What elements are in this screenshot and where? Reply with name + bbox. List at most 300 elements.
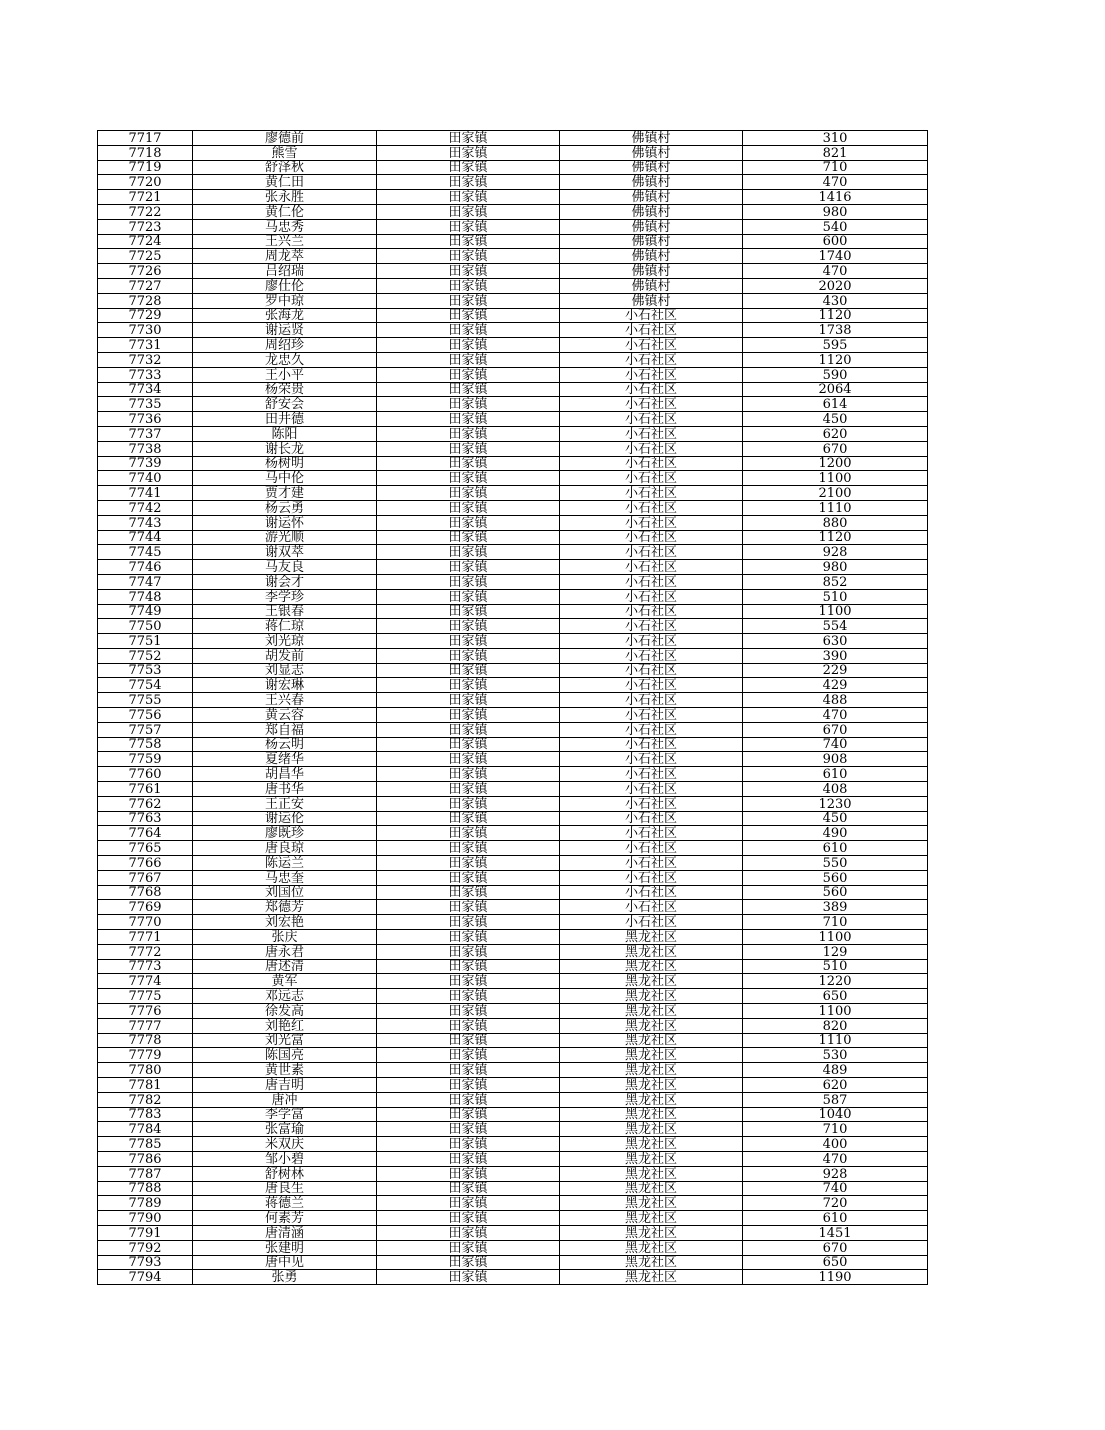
cell-serial-number: 7793: [98, 1255, 193, 1270]
cell-name: 郑自福: [193, 722, 377, 737]
cell-town: 田家镇: [377, 1122, 560, 1137]
table-row: [98, 1004, 928, 1019]
cell-name: 谢运贤: [193, 323, 377, 338]
cell-town: 田家镇: [377, 693, 560, 708]
cell-town: 田家镇: [377, 545, 560, 560]
cell-serial-number: 7783: [98, 1107, 193, 1122]
cell-name: 吕绍瑞: [193, 264, 377, 279]
cell-amount: 470: [743, 175, 928, 190]
cell-name: 张永胜: [193, 190, 377, 205]
table-row: [98, 959, 928, 974]
cell-name: 杨云明: [193, 737, 377, 752]
cell-amount: 530: [743, 1048, 928, 1063]
cell-serial-number: 7773: [98, 959, 193, 974]
cell-town: 田家镇: [377, 560, 560, 575]
data-table: [97, 130, 928, 1285]
cell-name: 黄云容: [193, 708, 377, 723]
cell-name: 马中伦: [193, 471, 377, 486]
cell-amount: 1230: [743, 796, 928, 811]
cell-serial-number: 7756: [98, 708, 193, 723]
cell-town: 田家镇: [377, 915, 560, 930]
cell-amount: 1740: [743, 249, 928, 264]
cell-amount: 2100: [743, 486, 928, 501]
cell-village: 小石社区: [560, 737, 743, 752]
cell-serial-number: 7729: [98, 308, 193, 323]
cell-amount: 1120: [743, 308, 928, 323]
cell-town: 田家镇: [377, 1225, 560, 1240]
cell-town: 田家镇: [377, 974, 560, 989]
cell-serial-number: 7735: [98, 397, 193, 412]
cell-amount: 590: [743, 367, 928, 382]
cell-amount: 470: [743, 708, 928, 723]
cell-amount: 408: [743, 782, 928, 797]
cell-amount: 400: [743, 1137, 928, 1152]
cell-amount: 1738: [743, 323, 928, 338]
cell-serial-number: 7760: [98, 767, 193, 782]
cell-name: 马忠奎: [193, 870, 377, 885]
cell-name: 胡发前: [193, 648, 377, 663]
cell-village: 佛镇村: [560, 145, 743, 160]
cell-amount: 610: [743, 1211, 928, 1226]
cell-serial-number: 7771: [98, 930, 193, 945]
cell-village: 黑龙社区: [560, 1196, 743, 1211]
cell-town: 田家镇: [377, 1211, 560, 1226]
cell-name: 刘光富: [193, 1033, 377, 1048]
table-row: [98, 841, 928, 856]
cell-name: 马友良: [193, 560, 377, 575]
cell-amount: 600: [743, 234, 928, 249]
cell-name: 唐永君: [193, 944, 377, 959]
cell-amount: 587: [743, 1092, 928, 1107]
cell-town: 田家镇: [377, 1018, 560, 1033]
cell-town: 田家镇: [377, 589, 560, 604]
cell-name: 何素芳: [193, 1211, 377, 1226]
table-row: [98, 1122, 928, 1137]
cell-serial-number: 7754: [98, 678, 193, 693]
cell-amount: 670: [743, 441, 928, 456]
cell-amount: 489: [743, 1063, 928, 1078]
cell-serial-number: 7772: [98, 944, 193, 959]
cell-name: 黄世素: [193, 1063, 377, 1078]
cell-amount: 1100: [743, 930, 928, 945]
cell-amount: 1100: [743, 604, 928, 619]
cell-serial-number: 7726: [98, 264, 193, 279]
cell-village: 小石社区: [560, 589, 743, 604]
cell-amount: 429: [743, 678, 928, 693]
cell-serial-number: 7741: [98, 486, 193, 501]
cell-village: 小石社区: [560, 530, 743, 545]
cell-serial-number: 7725: [98, 249, 193, 264]
cell-village: 黑龙社区: [560, 1004, 743, 1019]
cell-amount: 852: [743, 574, 928, 589]
table-body: [98, 131, 928, 1285]
cell-village: 小石社区: [560, 604, 743, 619]
table-row: [98, 870, 928, 885]
cell-town: 田家镇: [377, 456, 560, 471]
cell-village: 黑龙社区: [560, 1107, 743, 1122]
cell-amount: 670: [743, 722, 928, 737]
cell-amount: 1451: [743, 1225, 928, 1240]
cell-town: 田家镇: [377, 1107, 560, 1122]
cell-town: 田家镇: [377, 989, 560, 1004]
cell-amount: 650: [743, 989, 928, 1004]
cell-town: 田家镇: [377, 249, 560, 264]
cell-name: 王兴春: [193, 693, 377, 708]
cell-amount: 389: [743, 900, 928, 915]
cell-town: 田家镇: [377, 293, 560, 308]
table-row: [98, 885, 928, 900]
cell-village: 黑龙社区: [560, 1078, 743, 1093]
cell-village: 佛镇村: [560, 249, 743, 264]
cell-town: 田家镇: [377, 145, 560, 160]
cell-amount: 620: [743, 426, 928, 441]
table-row: [98, 471, 928, 486]
table-row: [98, 634, 928, 649]
table-row: [98, 856, 928, 871]
cell-village: 小石社区: [560, 338, 743, 353]
cell-amount: 554: [743, 619, 928, 634]
cell-serial-number: 7721: [98, 190, 193, 205]
cell-serial-number: 7764: [98, 826, 193, 841]
cell-serial-number: 7719: [98, 160, 193, 175]
cell-name: 陈阳: [193, 426, 377, 441]
cell-serial-number: 7739: [98, 456, 193, 471]
table-row: [98, 678, 928, 693]
cell-serial-number: 7757: [98, 722, 193, 737]
cell-name: 唐良琼: [193, 841, 377, 856]
cell-village: 黑龙社区: [560, 1255, 743, 1270]
cell-serial-number: 7779: [98, 1048, 193, 1063]
table-row: [98, 1166, 928, 1181]
cell-name: 田井德: [193, 412, 377, 427]
cell-village: 小石社区: [560, 811, 743, 826]
cell-town: 田家镇: [377, 441, 560, 456]
table-row: [98, 397, 928, 412]
cell-town: 田家镇: [377, 752, 560, 767]
cell-town: 田家镇: [377, 959, 560, 974]
cell-village: 黑龙社区: [560, 1166, 743, 1181]
cell-name: 李学珍: [193, 589, 377, 604]
table-row: [98, 175, 928, 190]
cell-amount: 670: [743, 1240, 928, 1255]
cell-name: 谢双萃: [193, 545, 377, 560]
cell-town: 田家镇: [377, 500, 560, 515]
cell-serial-number: 7786: [98, 1151, 193, 1166]
cell-town: 田家镇: [377, 367, 560, 382]
cell-amount: 1200: [743, 456, 928, 471]
cell-town: 田家镇: [377, 930, 560, 945]
table-row: [98, 1137, 928, 1152]
table-row: [98, 204, 928, 219]
cell-serial-number: 7785: [98, 1137, 193, 1152]
cell-name: 唐书华: [193, 782, 377, 797]
table-row: [98, 722, 928, 737]
table-row: [98, 530, 928, 545]
cell-serial-number: 7792: [98, 1240, 193, 1255]
cell-serial-number: 7775: [98, 989, 193, 1004]
cell-village: 小石社区: [560, 471, 743, 486]
cell-town: 田家镇: [377, 870, 560, 885]
cell-town: 田家镇: [377, 722, 560, 737]
cell-town: 田家镇: [377, 811, 560, 826]
cell-village: 小石社区: [560, 619, 743, 634]
table-row: [98, 930, 928, 945]
cell-serial-number: 7746: [98, 560, 193, 575]
table-row: [98, 338, 928, 353]
cell-village: 小石社区: [560, 500, 743, 515]
cell-village: 小石社区: [560, 545, 743, 560]
cell-town: 田家镇: [377, 678, 560, 693]
cell-serial-number: 7789: [98, 1196, 193, 1211]
table-row: [98, 1063, 928, 1078]
cell-serial-number: 7745: [98, 545, 193, 560]
cell-town: 田家镇: [377, 663, 560, 678]
cell-name: 唐冲: [193, 1092, 377, 1107]
cell-village: 黑龙社区: [560, 1092, 743, 1107]
cell-village: 小石社区: [560, 323, 743, 338]
table-row: [98, 234, 928, 249]
cell-name: 黄仁田: [193, 175, 377, 190]
cell-town: 田家镇: [377, 1255, 560, 1270]
cell-town: 田家镇: [377, 782, 560, 797]
cell-name: 熊雪: [193, 145, 377, 160]
cell-town: 田家镇: [377, 426, 560, 441]
cell-serial-number: 7752: [98, 648, 193, 663]
cell-amount: 595: [743, 338, 928, 353]
cell-village: 小石社区: [560, 870, 743, 885]
cell-name: 周龙萃: [193, 249, 377, 264]
table-row: [98, 974, 928, 989]
table-row: [98, 293, 928, 308]
cell-town: 田家镇: [377, 1270, 560, 1285]
cell-serial-number: 7727: [98, 278, 193, 293]
cell-name: 刘艳红: [193, 1018, 377, 1033]
cell-serial-number: 7720: [98, 175, 193, 190]
cell-serial-number: 7766: [98, 856, 193, 871]
cell-village: 小石社区: [560, 486, 743, 501]
cell-town: 田家镇: [377, 323, 560, 338]
cell-town: 田家镇: [377, 219, 560, 234]
cell-name: 张建明: [193, 1240, 377, 1255]
cell-name: 蒋德兰: [193, 1196, 377, 1211]
table-row: [98, 1151, 928, 1166]
table-row: [98, 486, 928, 501]
cell-name: 杨云勇: [193, 500, 377, 515]
cell-serial-number: 7758: [98, 737, 193, 752]
cell-village: 佛镇村: [560, 264, 743, 279]
cell-town: 田家镇: [377, 264, 560, 279]
cell-name: 郑德芳: [193, 900, 377, 915]
cell-amount: 470: [743, 1151, 928, 1166]
cell-town: 田家镇: [377, 634, 560, 649]
table-row: [98, 1240, 928, 1255]
table-row: [98, 426, 928, 441]
cell-village: 小石社区: [560, 560, 743, 575]
cell-name: 唐清涵: [193, 1225, 377, 1240]
cell-town: 田家镇: [377, 530, 560, 545]
cell-amount: 470: [743, 264, 928, 279]
cell-serial-number: 7782: [98, 1092, 193, 1107]
table-row: [98, 352, 928, 367]
cell-town: 田家镇: [377, 885, 560, 900]
cell-village: 黑龙社区: [560, 959, 743, 974]
cell-amount: 980: [743, 560, 928, 575]
table-row: [98, 708, 928, 723]
cell-amount: 820: [743, 1018, 928, 1033]
cell-amount: 614: [743, 397, 928, 412]
table-row: [98, 915, 928, 930]
cell-name: 王银春: [193, 604, 377, 619]
cell-name: 谢会才: [193, 574, 377, 589]
cell-serial-number: 7769: [98, 900, 193, 915]
cell-town: 田家镇: [377, 1048, 560, 1063]
cell-village: 黑龙社区: [560, 1151, 743, 1166]
cell-amount: 488: [743, 693, 928, 708]
cell-name: 唐良生: [193, 1181, 377, 1196]
cell-town: 田家镇: [377, 944, 560, 959]
cell-name: 黄军: [193, 974, 377, 989]
table-row: [98, 323, 928, 338]
cell-village: 黑龙社区: [560, 1018, 743, 1033]
cell-town: 田家镇: [377, 175, 560, 190]
table-row: [98, 604, 928, 619]
cell-village: 佛镇村: [560, 234, 743, 249]
cell-village: 佛镇村: [560, 278, 743, 293]
cell-serial-number: 7731: [98, 338, 193, 353]
cell-town: 田家镇: [377, 397, 560, 412]
cell-amount: 1100: [743, 1004, 928, 1019]
cell-amount: 710: [743, 160, 928, 175]
table-row: [98, 219, 928, 234]
cell-name: 夏绪华: [193, 752, 377, 767]
cell-amount: 510: [743, 589, 928, 604]
cell-village: 小石社区: [560, 752, 743, 767]
cell-amount: 880: [743, 515, 928, 530]
cell-town: 田家镇: [377, 190, 560, 205]
cell-town: 田家镇: [377, 574, 560, 589]
cell-town: 田家镇: [377, 1181, 560, 1196]
cell-serial-number: 7744: [98, 530, 193, 545]
cell-serial-number: 7737: [98, 426, 193, 441]
cell-name: 舒安会: [193, 397, 377, 412]
cell-name: 舒树林: [193, 1166, 377, 1181]
table-row: [98, 767, 928, 782]
table-row: [98, 796, 928, 811]
cell-amount: 490: [743, 826, 928, 841]
cell-village: 黑龙社区: [560, 1181, 743, 1196]
cell-serial-number: 7747: [98, 574, 193, 589]
table-row: [98, 1078, 928, 1093]
cell-amount: 1416: [743, 190, 928, 205]
cell-village: 小石社区: [560, 856, 743, 871]
cell-serial-number: 7794: [98, 1270, 193, 1285]
cell-name: 廖仕伦: [193, 278, 377, 293]
cell-serial-number: 7776: [98, 1004, 193, 1019]
cell-amount: 450: [743, 811, 928, 826]
cell-village: 小石社区: [560, 382, 743, 397]
cell-name: 廖既珍: [193, 826, 377, 841]
cell-village: 小石社区: [560, 885, 743, 900]
cell-village: 佛镇村: [560, 160, 743, 175]
cell-village: 黑龙社区: [560, 1048, 743, 1063]
cell-serial-number: 7790: [98, 1211, 193, 1226]
cell-village: 小石社区: [560, 693, 743, 708]
cell-amount: 710: [743, 915, 928, 930]
table-row: [98, 989, 928, 1004]
cell-serial-number: 7759: [98, 752, 193, 767]
cell-amount: 821: [743, 145, 928, 160]
table-row: [98, 648, 928, 663]
cell-town: 田家镇: [377, 900, 560, 915]
cell-serial-number: 7743: [98, 515, 193, 530]
cell-serial-number: 7781: [98, 1078, 193, 1093]
cell-village: 小石社区: [560, 678, 743, 693]
cell-amount: 928: [743, 545, 928, 560]
cell-amount: 560: [743, 885, 928, 900]
cell-town: 田家镇: [377, 1137, 560, 1152]
table-row: [98, 574, 928, 589]
table-row: [98, 1255, 928, 1270]
cell-town: 田家镇: [377, 767, 560, 782]
cell-town: 田家镇: [377, 1166, 560, 1181]
cell-name: 谢运伦: [193, 811, 377, 826]
cell-serial-number: 7732: [98, 352, 193, 367]
cell-serial-number: 7748: [98, 589, 193, 604]
cell-town: 田家镇: [377, 1240, 560, 1255]
cell-village: 佛镇村: [560, 175, 743, 190]
cell-village: 黑龙社区: [560, 1240, 743, 1255]
cell-town: 田家镇: [377, 1092, 560, 1107]
cell-amount: 1100: [743, 471, 928, 486]
cell-serial-number: 7728: [98, 293, 193, 308]
table-row: [98, 515, 928, 530]
cell-name: 谢宏琳: [193, 678, 377, 693]
cell-town: 田家镇: [377, 826, 560, 841]
cell-town: 田家镇: [377, 796, 560, 811]
cell-village: 小石社区: [560, 767, 743, 782]
cell-town: 田家镇: [377, 382, 560, 397]
cell-amount: 610: [743, 841, 928, 856]
cell-name: 蒋仁琼: [193, 619, 377, 634]
cell-town: 田家镇: [377, 352, 560, 367]
table-row: [98, 367, 928, 382]
cell-village: 佛镇村: [560, 190, 743, 205]
cell-village: 小石社区: [560, 722, 743, 737]
table-row: [98, 1211, 928, 1226]
cell-name: 龙忠久: [193, 352, 377, 367]
cell-serial-number: 7761: [98, 782, 193, 797]
cell-name: 贾才建: [193, 486, 377, 501]
cell-serial-number: 7749: [98, 604, 193, 619]
cell-serial-number: 7778: [98, 1033, 193, 1048]
cell-amount: 229: [743, 663, 928, 678]
table-row: [98, 737, 928, 752]
cell-amount: 1120: [743, 530, 928, 545]
table-row: [98, 900, 928, 915]
cell-serial-number: 7791: [98, 1225, 193, 1240]
cell-serial-number: 7767: [98, 870, 193, 885]
cell-town: 田家镇: [377, 841, 560, 856]
cell-name: 游光顺: [193, 530, 377, 545]
cell-town: 田家镇: [377, 1151, 560, 1166]
cell-name: 杨荣贵: [193, 382, 377, 397]
cell-town: 田家镇: [377, 856, 560, 871]
cell-name: 舒泽秋: [193, 160, 377, 175]
table-row: [98, 500, 928, 515]
cell-village: 黑龙社区: [560, 930, 743, 945]
cell-amount: 390: [743, 648, 928, 663]
table-row: [98, 278, 928, 293]
